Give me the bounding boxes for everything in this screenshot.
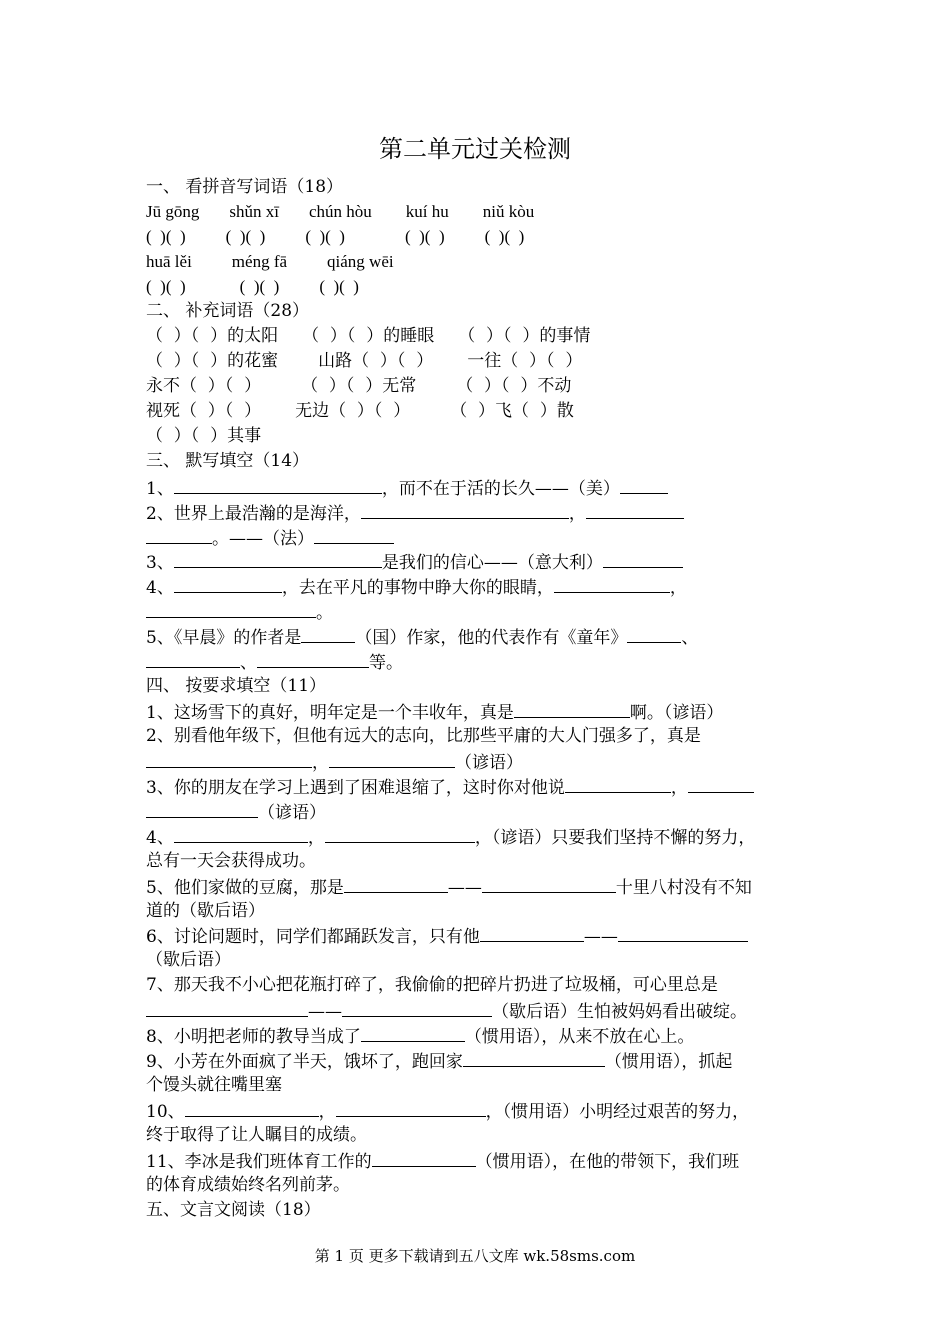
recite-q1: 1、 ，而不在于活的长久——（美） (146, 476, 668, 500)
pinyin-row-1: Jū gōng shǔn xī chún hòu kuí hu niǔ kòu (146, 202, 535, 221)
fill-q4: 4、 ， ，（谚语）只要我们坚持不懈的努力， (146, 825, 755, 849)
fill-q7-cont: —— （歇后语）生怕被妈妈看出破绽。 (146, 999, 747, 1023)
fill-q10: 10、 ， ，（惯用语）小明经过艰苦的努力， (146, 1099, 749, 1123)
recite-q5: 5、《早晨》的作者是 （国）作家，他的代表作有《童年》 、 (146, 625, 698, 649)
fill-q7: 7、那天我不小心把花瓶打碎了，我偷偷的把碎片扔进了垃圾桶，可心里总是 (146, 975, 718, 995)
fill-q3: 3、你的朋友在学习上遇到了困难退缩了，这时你对他说 ， (146, 775, 754, 799)
fill-q2-cont: ， （谚语） (146, 750, 523, 774)
recite-q4: 4、 ，去在平凡的事物中睁大你的眼睛， ， (146, 575, 687, 599)
fill-q6-cont: （歇后语） (146, 950, 231, 970)
section-1-heading: 一、 看拼音写词语（18） (146, 177, 344, 197)
fill-row-3: 永不（ ）（ ） （ ）（ ）无常 （ ）（ ）不动 (146, 376, 572, 396)
fill-q5-cont: 道的（歇后语） (146, 901, 265, 921)
recite-q4-cont: 。 (146, 600, 333, 624)
section-3-heading: 三、 默写填空（14） (146, 451, 310, 471)
section-5-heading: 五、文言文阅读（18） (146, 1200, 321, 1220)
recite-q3: 3、 是我们的信心——（意大利） (146, 550, 683, 574)
fill-q8: 8、小明把老师的教导当成了 （惯用语），从来不放在心上。 (146, 1024, 694, 1048)
fill-row-5: （ ）（ ）其事 (146, 426, 262, 446)
fill-row-1: （ ）（ ）的太阳 （ ）（ ）的睡眼 （ ）（ ）的事情 (146, 326, 591, 346)
pinyin-row-2: huā lěi méng fā qiáng wēi (146, 252, 394, 271)
fill-q9-cont: 个馒头就往嘴里塞 (146, 1075, 282, 1095)
recite-q5-cont: 、 等。 (146, 650, 403, 674)
fill-row-2: （ ）（ ）的花蜜 山路（ ）（ ） 一往（ ）（ ） (146, 351, 583, 371)
fill-q11-cont: 的体育成绩始终名列前茅。 (146, 1175, 350, 1195)
fill-q11: 11、李冰是我们班体育工作的 （惯用语），在他的带领下，我们班 (146, 1149, 739, 1173)
section-2-heading: 二、 补充词语（28） (146, 301, 310, 321)
fill-q1: 1、这场雪下的真好，明年定是一个丰收年，真是 啊。（谚语） (146, 700, 723, 724)
fill-q10-cont: 终于取得了让人瞩目的成绩。 (146, 1125, 367, 1145)
fill-q6: 6、讨论问题时，同学们都踊跃发言，只有他 —— (146, 924, 748, 948)
page-footer: 第 1 页 更多下载请到五八文库 wk.58sms.com (314, 1247, 636, 1265)
fill-q3-cont: （谚语） (146, 800, 326, 824)
answer-parens-row-1: ( )( ) ( )( ) ( )( ) ( )( ) ( )( ) (146, 227, 525, 246)
fill-q2: 2、别看他年级下，但他有远大的志向，比那些平庸的大人门强多了，真是 (146, 726, 701, 746)
fill-row-4: 视死（ ）（ ） 无边（ ）（ ） （ ）飞（ ）散 (146, 401, 574, 421)
recite-q2: 2、世界上最浩瀚的是海洋， ， (146, 501, 684, 525)
fill-q9: 9、小芳在外面疯了半天，饿坏了，跑回家 （惯用语），抓起 (146, 1049, 732, 1073)
answer-parens-row-2: ( )( ) ( )( ) ( )( ) (146, 277, 359, 296)
document-title: 第二单元过关检测 (379, 135, 571, 163)
recite-q2-cont: 。——（法） (146, 526, 394, 550)
fill-q4-cont: 总有一天会获得成功。 (146, 851, 316, 871)
section-4-heading: 四、 按要求填空（11） (146, 676, 327, 696)
fill-q5: 5、他们家做的豆腐，那是 —— 十里八村没有不知 (146, 875, 752, 899)
